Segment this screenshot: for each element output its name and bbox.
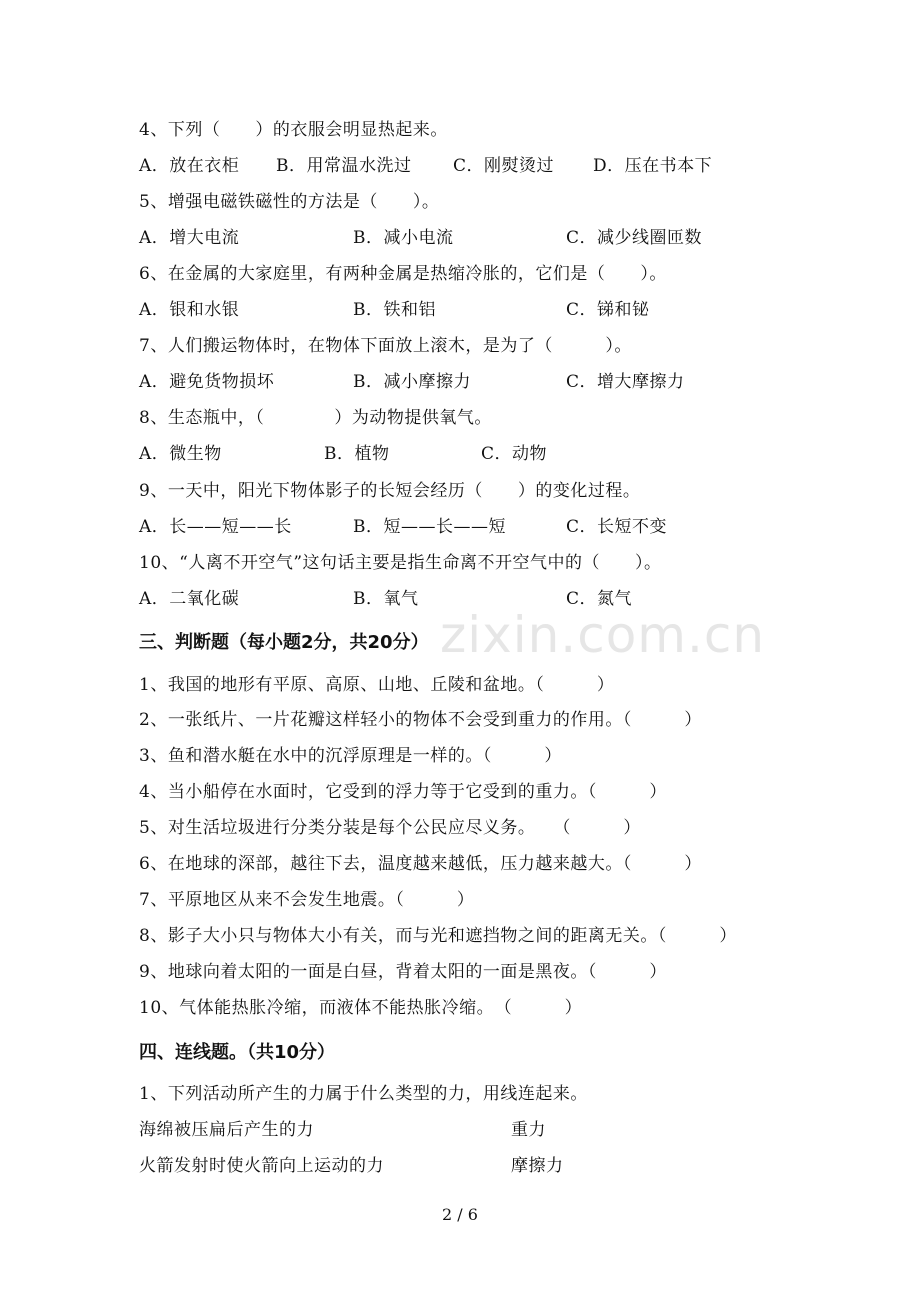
- mc-question-4: 4、下列（ ）的衣服会明显热起来。: [139, 120, 448, 140]
- mc-options-9: [139, 514, 668, 540]
- mc-question-7: 7、人们搬运物体时，在物体下面放上滚木，是为了（ ）。: [139, 336, 632, 356]
- matching-left-item: 火箭发射时使火箭向上运动的力: [139, 1156, 384, 1176]
- matching-right-item: 摩擦力: [511, 1156, 564, 1176]
- mc-options-5: [139, 225, 703, 251]
- mc-options-10: [139, 586, 633, 612]
- mc-options-8: [139, 441, 548, 467]
- mc-option: A．银和水银: [139, 300, 240, 320]
- mc-option: A．长——短——长: [139, 517, 292, 537]
- mc-option: C．锑和铋: [566, 300, 650, 320]
- mc-options-6: [139, 297, 650, 323]
- mc-option: A．增大电流: [139, 228, 240, 248]
- mc-options-7: [139, 369, 685, 395]
- mc-option: C．氮气: [566, 589, 633, 609]
- tf-item: 6、在地球的深部，越往下去，温度越来越低，压力越来越大。（ ）: [139, 854, 702, 874]
- tf-item: 1、我国的地形有平原、高原、山地、丘陵和盆地。（ ）: [139, 675, 615, 695]
- mc-option: C．刚熨烫过: [453, 156, 555, 176]
- mc-option: C．增大摩擦力: [566, 372, 685, 392]
- tf-item: 5、对生活垃圾进行分类分装是每个公民应尽义务。 （ ）: [139, 818, 641, 838]
- mc-options-4: [139, 153, 713, 179]
- mc-question-6: 6、在金属的大家庭里，有两种金属是热缩冷胀的，它们是（ ）。: [139, 264, 667, 284]
- matching-left-item: 海绵被压扁后产生的力: [139, 1120, 314, 1140]
- section-3-title: 三、判断题（每小题2分，共20分）: [139, 632, 429, 653]
- section-4-title: 四、连线题。（共10分）: [139, 1042, 336, 1063]
- mc-question-8: 8、生态瓶中，（ ）为动物提供氧气。: [139, 408, 492, 428]
- tf-item: 7、平原地区从来不会发生地震。（ ）: [139, 890, 475, 910]
- mc-option: A．微生物: [139, 444, 222, 464]
- mc-question-9: 9、一天中，阳光下物体影子的长短会经历（ ）的变化过程。: [139, 481, 641, 501]
- page-number: 2 / 6: [442, 1205, 478, 1224]
- mc-option: B．减小电流: [353, 228, 454, 248]
- matching-right-item: 重力: [511, 1120, 546, 1140]
- mc-option: A．二氧化碳: [139, 589, 240, 609]
- watermark: zixin.com.cn: [440, 606, 766, 664]
- mc-option: D．压在书本下: [593, 156, 713, 176]
- tf-item: 4、当小船停在水面时，它受到的浮力等于它受到的重力。（ ）: [139, 782, 667, 802]
- mc-option: C．减少线圈匝数: [566, 228, 703, 248]
- tf-item: 9、地球向着太阳的一面是白昼，背着太阳的一面是黑夜。（ ）: [139, 962, 667, 982]
- mc-option: B．用常温水洗过: [276, 156, 412, 176]
- mc-question-5: 5、增强电磁铁磁性的方法是（ ）。: [139, 192, 440, 212]
- matching-question: 1、下列活动所产生的力属于什么类型的力，用线连起来。: [139, 1084, 588, 1104]
- mc-option: C．动物: [481, 444, 548, 464]
- mc-option: B．短——长——短: [353, 517, 506, 537]
- mc-option: B．铁和铝: [353, 300, 436, 320]
- tf-item: 10、气体能热胀冷缩，而液体不能热胀冷缩。 （ ）: [139, 998, 583, 1018]
- matching-row: [139, 1117, 546, 1143]
- tf-item: 3、鱼和潜水艇在水中的沉浮原理是一样的。（ ）: [139, 746, 562, 766]
- mc-option: C．长短不变: [566, 517, 668, 537]
- mc-option: A．避免货物损坏: [139, 372, 275, 392]
- mc-option: B．氧气: [353, 589, 419, 609]
- mc-option: B．减小摩擦力: [353, 372, 471, 392]
- matching-row: [139, 1153, 564, 1179]
- mc-question-10: 10、“人离不开空气”这句话主要是指生命离不开空气中的（ ）。: [139, 553, 662, 573]
- tf-item: 2、一张纸片、一片花瓣这样轻小的物体不会受到重力的作用。（ ）: [139, 710, 702, 730]
- mc-option: A．放在衣柜: [139, 156, 240, 176]
- mc-option: B．植物: [324, 444, 390, 464]
- tf-item: 8、影子大小只与物体大小有关，而与光和遮挡物之间的距离无关。（ ）: [139, 926, 737, 946]
